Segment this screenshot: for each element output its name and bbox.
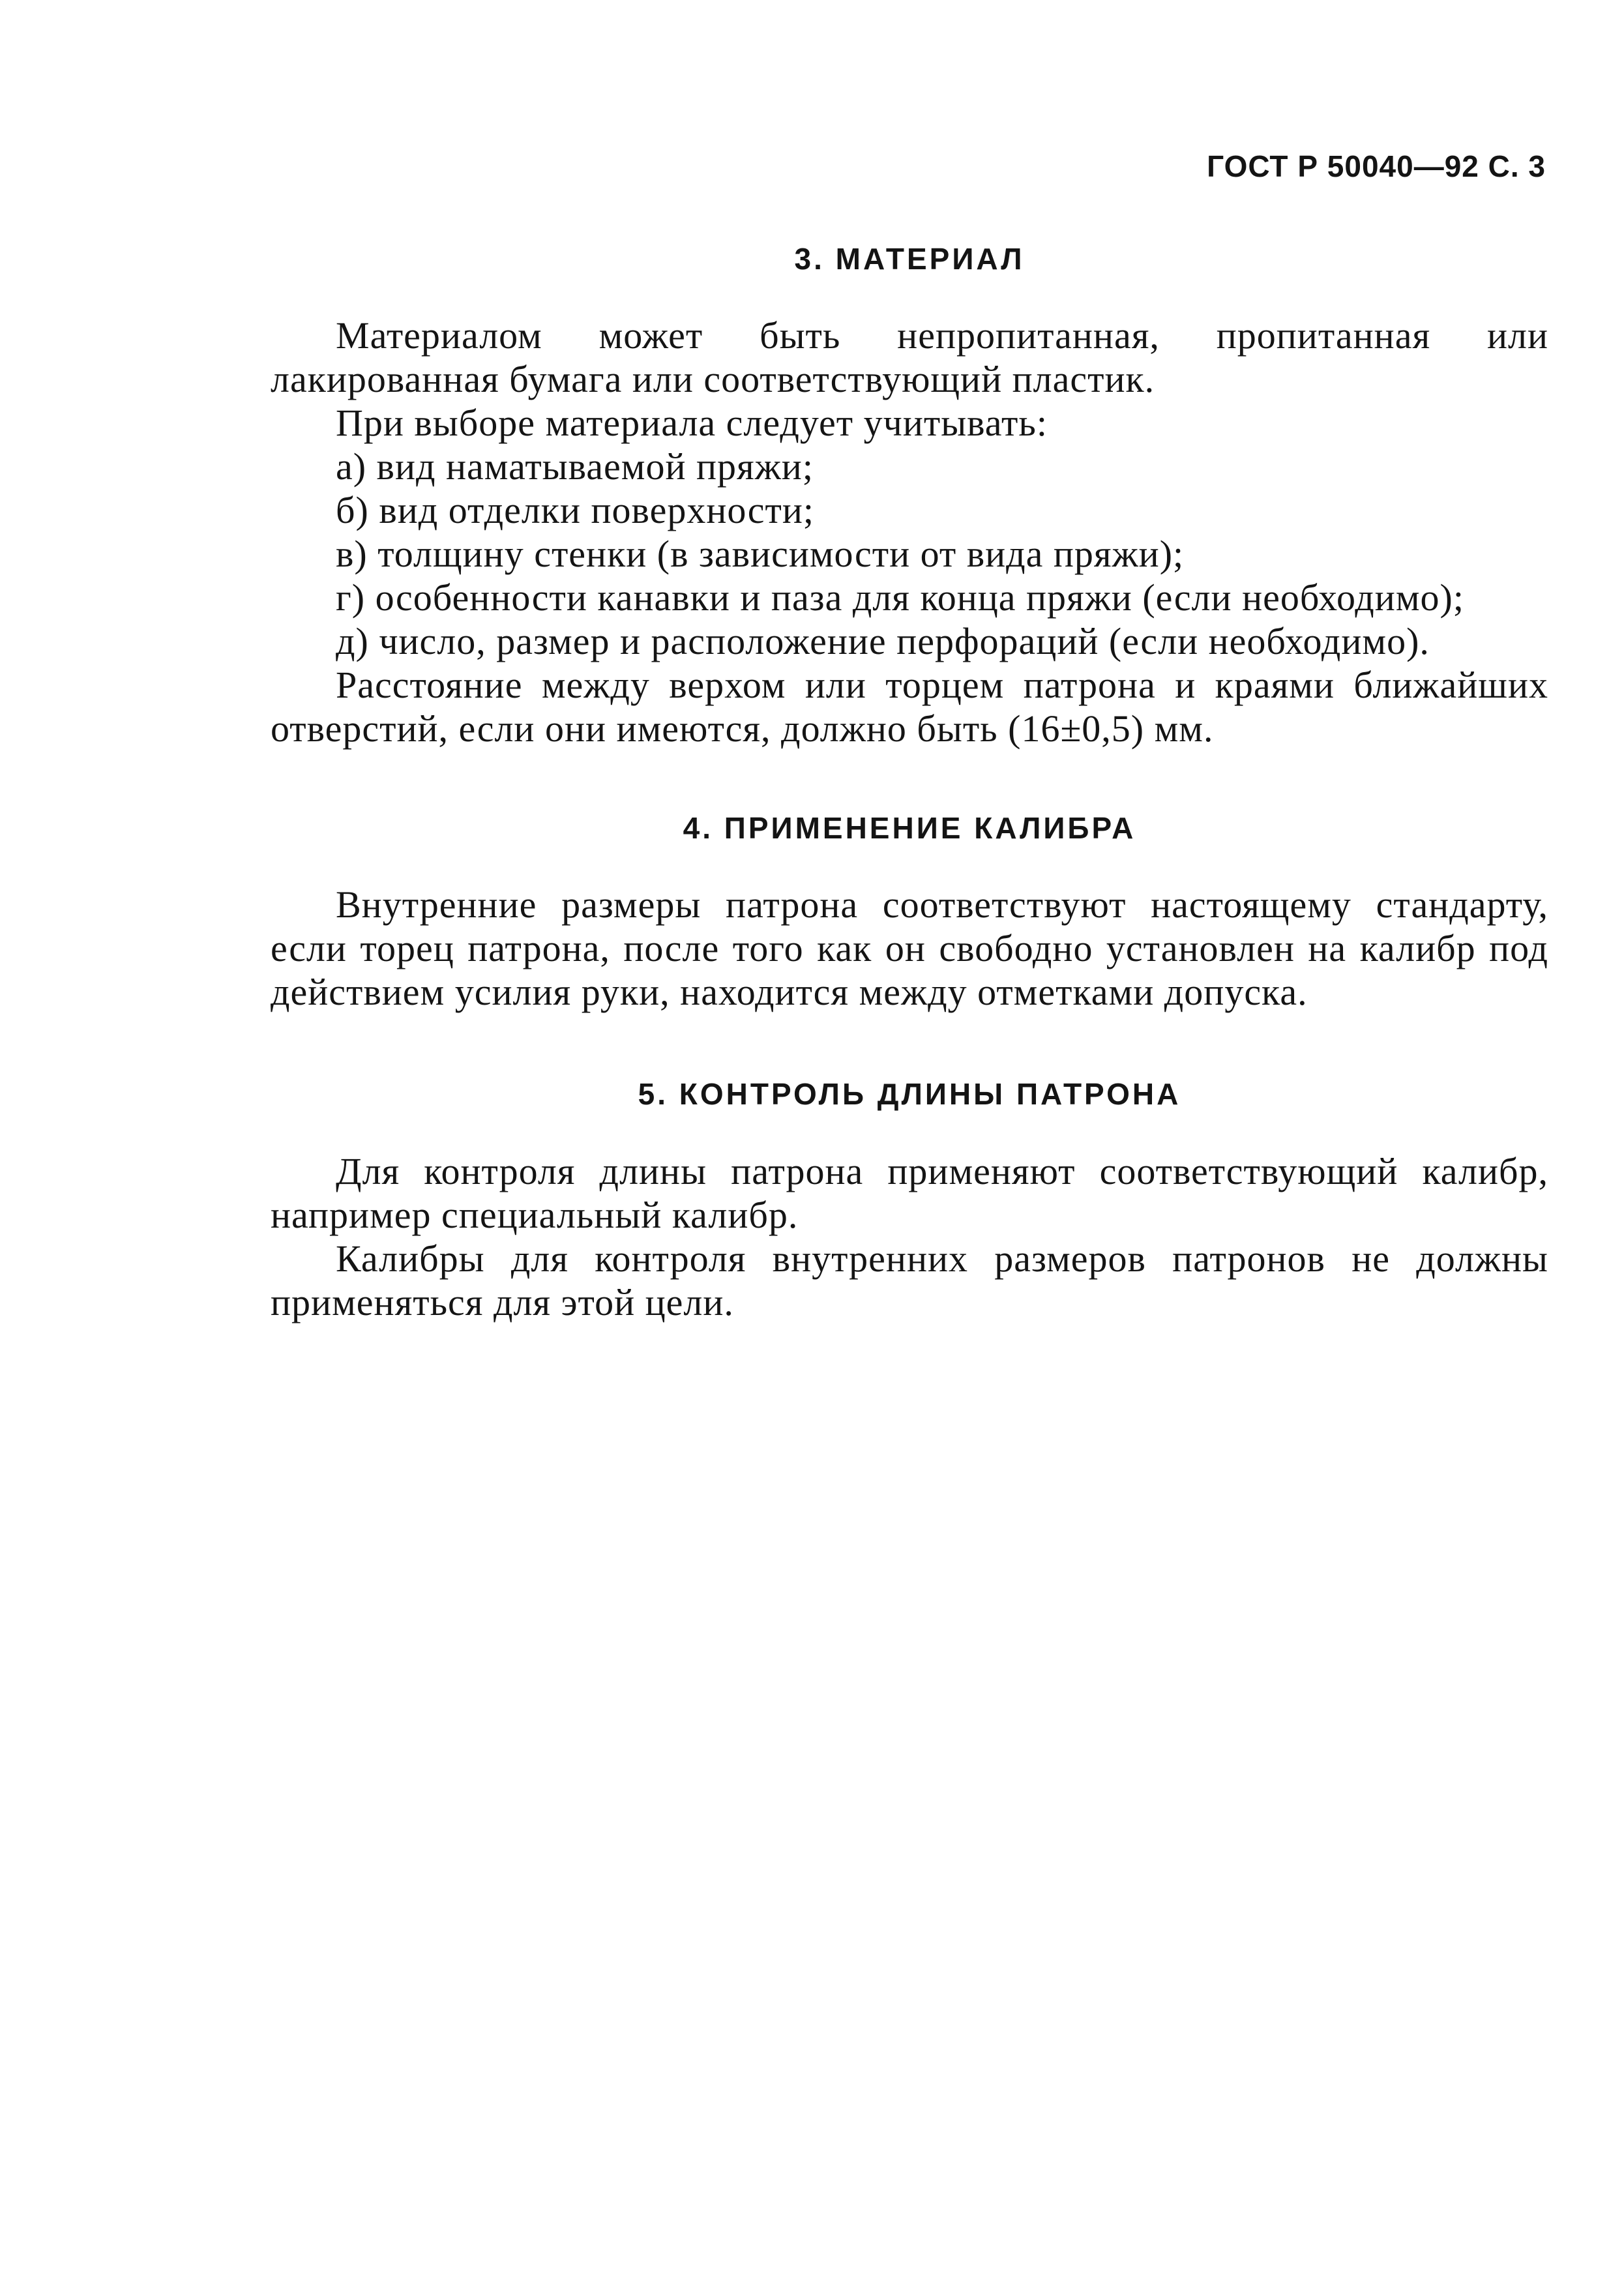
section-material	[271, 241, 1548, 750]
page-header: ГОСТ Р 50040—92 С. 3	[1207, 149, 1546, 183]
list-item: г) особенности канавки и паза для конца пряжи (если необходимо);	[336, 576, 1464, 619]
section-gauge	[271, 810, 1548, 1014]
document-body	[271, 241, 1548, 1324]
list-item: в) толщину стенки (в зависимости от вида пряжи);	[336, 533, 1185, 576]
section-title-length: 5. КОНТРОЛЬ ДЛИНЫ ПАТРОНА	[638, 1077, 1181, 1112]
section-title-material: 3. МАТЕРИАЛ	[794, 242, 1025, 276]
paragraph: Калибры для контроля внутренних размеров патронов не должны применяться для этой цели.	[271, 1237, 1548, 1323]
list-item: д) число, размер и расположение перфораций (если необходимо).	[336, 620, 1430, 663]
paragraph: Внутренние размеры патрона соответствуют настоящему стандарту, если торец патрона, после того как он свободно установлен на калибр под действием усилия руки, находится между отметками допуска.	[271, 883, 1548, 1014]
paragraph: Для контроля длины патрона применяют соответствующий калибр, например специальный калибр.	[271, 1149, 1548, 1236]
section-title-gauge: 4. ПРИМЕНЕНИЕ КАЛИБРА	[683, 811, 1136, 846]
list-item: а) вид наматываемой пряжи;	[336, 445, 814, 488]
paragraph: Расстояние между верхом или торцем патрона и краями ближайших отверстий, если они имеются, должно быть (16±0,5) мм.	[271, 664, 1548, 750]
paragraph: Материалом может быть непропитанная, пропитанная или лакированная бумага или соответствующий пластик.	[271, 314, 1548, 401]
section-length	[271, 1076, 1548, 1323]
paragraph: При выборе материала следует учитывать:	[336, 402, 1048, 445]
list-item: б) вид отделки поверхности;	[336, 489, 815, 532]
